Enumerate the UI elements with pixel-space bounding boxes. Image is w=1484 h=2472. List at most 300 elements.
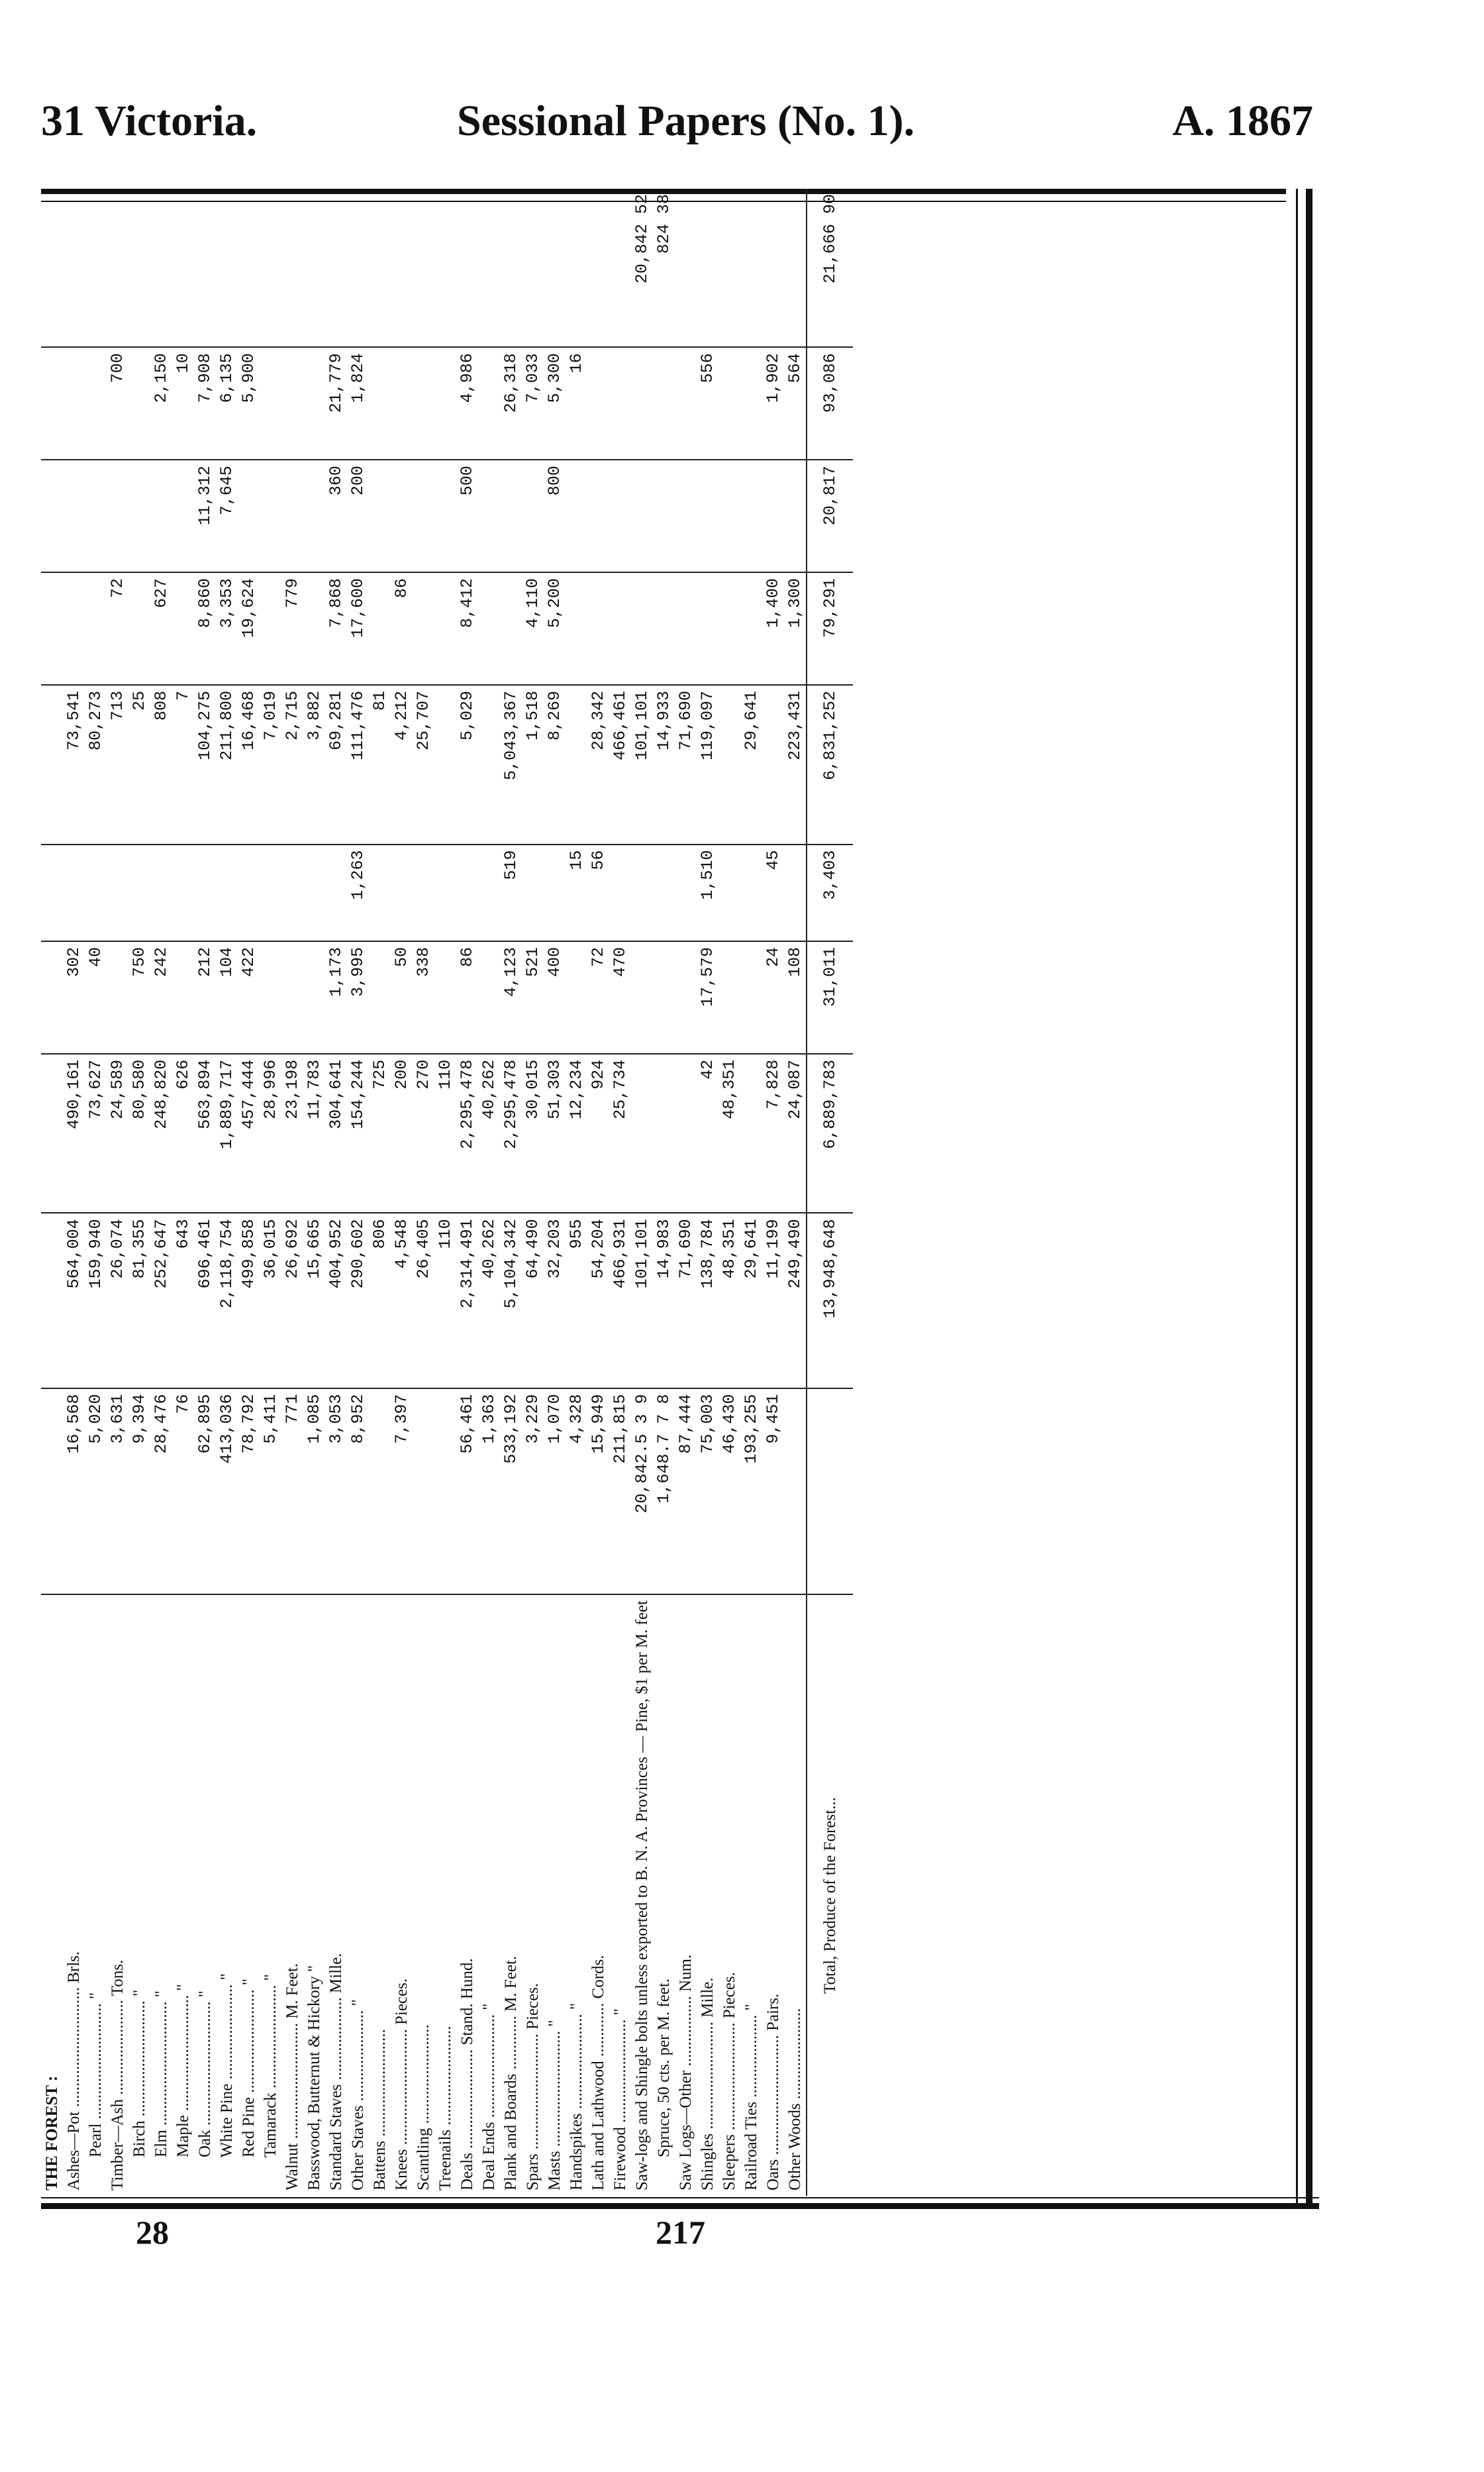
cell-col-9: 1,824 <box>347 347 369 460</box>
cell-col-10 <box>675 189 697 347</box>
cell-col-4: 1,173 <box>325 941 347 1054</box>
cell-col-7 <box>500 572 522 685</box>
cell-col-7: 779 <box>281 572 303 685</box>
cell-col-10 <box>150 189 172 347</box>
cell-col-2: 64,490 <box>522 1213 544 1388</box>
cell-col-8 <box>172 460 194 572</box>
cell-col-3: 40,262 <box>478 1054 500 1213</box>
cell-col-2: 14,983 <box>653 1213 675 1388</box>
cell-col-3: 270 <box>413 1054 434 1213</box>
cell-col-7: 86 <box>391 572 413 685</box>
cell-col-6: 104,275 <box>194 685 216 845</box>
table-row <box>675 189 697 2196</box>
row-label: Deals ........................ Stand. Hund. <box>458 1958 476 2190</box>
cell-col-7: 19,624 <box>238 572 260 685</box>
cell-col-1 <box>369 1388 391 1594</box>
cell-col-5 <box>107 845 128 941</box>
cell-col-6 <box>566 685 587 845</box>
cell-col-4: 338 <box>413 941 434 1054</box>
cell-col-6 <box>434 685 456 845</box>
cell-col-8: 800 <box>544 460 566 572</box>
cell-col-8 <box>281 460 303 572</box>
cell-col-4: 4,123 <box>500 941 522 1054</box>
cell-col-1: 15,949 <box>587 1388 609 1594</box>
header-year: A. 1867 <box>1172 97 1313 145</box>
table-row <box>238 189 260 2196</box>
cell-col-2: 110 <box>434 1213 456 1388</box>
cell-col-3: 23,198 <box>281 1054 303 1213</box>
cell-col-8 <box>609 460 631 572</box>
cell-col-5 <box>653 845 675 941</box>
cell-col-2: 26,405 <box>413 1213 434 1388</box>
cell-col-10 <box>500 189 522 347</box>
cell-col-2: 252,647 <box>150 1213 172 1388</box>
cell-col-1: 46,430 <box>718 1388 740 1594</box>
cell-col-8 <box>260 460 281 572</box>
cell-col-7: 8,412 <box>456 572 478 685</box>
cell-col-6: 119,097 <box>697 685 718 845</box>
cell-col-6: 3,882 <box>303 685 325 845</box>
cell-col-7: 4,110 <box>522 572 544 685</box>
table-row <box>478 189 500 2196</box>
bottom-rule-thin <box>41 2197 1319 2198</box>
cell-col-8 <box>522 460 544 572</box>
row-label: Plank and Boards ............. M. Feet. <box>502 1955 520 2190</box>
cell-col-2: 5,104,342 <box>500 1213 522 1388</box>
cell-col-6: 5,029 <box>456 685 478 845</box>
cell-col-8 <box>653 460 675 572</box>
table-row <box>500 189 522 2196</box>
table-row <box>413 189 434 2196</box>
cell-col-6: 223,431 <box>784 685 807 845</box>
cell-col-1: 75,003 <box>697 1388 718 1594</box>
cell-col-6: 8,269 <box>544 685 566 845</box>
cell-col-2: 4,548 <box>391 1213 413 1388</box>
cell-col-1: 8,952 <box>347 1388 369 1594</box>
row-label: Timber—Ash ....................... Tons. <box>109 1959 126 2190</box>
cell-col-1: 1,648.7 7 8 <box>653 1388 675 1594</box>
table-row <box>347 189 369 2196</box>
row-label: Battens .......................... <box>371 2029 389 2190</box>
rotated-table-area <box>41 189 1286 2196</box>
row-label: Maple ............................ " <box>174 1984 192 2190</box>
cell-col-10: 824 38 <box>653 189 675 347</box>
cell-col-2: 955 <box>566 1213 587 1388</box>
cell-col-7: 7,868 <box>325 572 347 685</box>
table-row <box>391 189 413 2196</box>
cell-col-7 <box>609 572 631 685</box>
cell-col-3: 563,894 <box>194 1054 216 1213</box>
cell-col-6: 7,019 <box>260 685 281 845</box>
row-label: Oars ............................. Pairs. <box>764 1993 782 2190</box>
cell-col-6: 2,715 <box>281 685 303 845</box>
cell-col-6: 111,476 <box>347 685 369 845</box>
cell-col-4: 17,579 <box>697 941 718 1054</box>
table-row <box>107 189 128 2196</box>
cell-col-3: 80,580 <box>128 1054 150 1213</box>
cell-col-5 <box>303 845 325 941</box>
row-label: Masts ............................ " <box>546 2020 564 2190</box>
cell-col-8 <box>631 460 653 572</box>
table-row <box>697 189 718 2196</box>
cell-col-9 <box>303 347 325 460</box>
cell-col-4: 422 <box>238 941 260 1054</box>
cell-col-6: 4,212 <box>391 685 413 845</box>
cell-col-3: 7,828 <box>762 1054 784 1213</box>
table-row <box>631 189 653 2196</box>
cell-col-9 <box>63 347 85 460</box>
cell-col-9: 93,086 <box>807 347 853 460</box>
cell-col-4 <box>653 941 675 1054</box>
cell-col-5 <box>238 845 260 941</box>
cell-col-6: 80,273 <box>85 685 107 845</box>
cell-col-6: 28,342 <box>587 685 609 845</box>
cell-col-7: 5,200 <box>544 572 566 685</box>
row-label: Saw-logs and Shingle bolts unless exported to B. N. A. Provinces — Pine, $1 per M. feet <box>633 1600 651 2190</box>
cell-col-1 <box>413 1388 434 1594</box>
cell-col-2: 564,004 <box>63 1213 85 1388</box>
row-label: Oak .............................. " <box>196 1990 214 2190</box>
cell-col-4 <box>718 941 740 1054</box>
cell-col-2: 466,931 <box>609 1213 631 1388</box>
cell-col-9 <box>391 347 413 460</box>
cell-col-10 <box>718 189 740 347</box>
cell-col-9 <box>260 347 281 460</box>
cell-col-7: 72 <box>107 572 128 685</box>
cell-col-5: 45 <box>762 845 784 941</box>
cell-col-10 <box>609 189 631 347</box>
cell-col-10 <box>587 189 609 347</box>
cell-col-4: 40 <box>85 941 107 1054</box>
cell-col-4: 31,011 <box>807 941 853 1054</box>
cell-col-4 <box>303 941 325 1054</box>
cell-col-3: 6,889,783 <box>807 1054 853 1213</box>
cell-col-7 <box>413 572 434 685</box>
cell-col-1: 3,229 <box>522 1388 544 1594</box>
cell-col-9: 21,779 <box>325 347 347 460</box>
cell-col-3 <box>675 1054 697 1213</box>
cell-col-2: 32,203 <box>544 1213 566 1388</box>
cell-col-3: 51,303 <box>544 1054 566 1213</box>
cell-col-3: 626 <box>172 1054 194 1213</box>
cell-col-10: 21,666 90 <box>807 189 853 347</box>
cell-col-8 <box>434 460 456 572</box>
cell-col-5 <box>740 845 762 941</box>
cell-col-9: 4,986 <box>456 347 478 460</box>
forest-table <box>41 189 853 2196</box>
row-label: Saw Logs—Other ................. Num. <box>677 1954 695 2190</box>
cell-col-9 <box>281 347 303 460</box>
cell-col-8 <box>413 460 434 572</box>
total-row <box>807 189 853 2196</box>
cell-col-7 <box>675 572 697 685</box>
cell-col-8: 200 <box>347 460 369 572</box>
cell-col-8 <box>697 460 718 572</box>
cell-col-1: 62,895 <box>194 1388 216 1594</box>
cell-col-4 <box>675 941 697 1054</box>
cell-col-9 <box>369 347 391 460</box>
cell-col-5 <box>63 845 85 941</box>
cell-col-1: 1,085 <box>303 1388 325 1594</box>
table-row <box>456 189 478 2196</box>
cell-col-3: 1,889,717 <box>216 1054 238 1213</box>
cell-col-3: 304,641 <box>325 1054 347 1213</box>
cell-col-1: 20,842.5 3 9 <box>631 1388 653 1594</box>
row-label: Handspikes ....................... " <box>568 2002 585 2190</box>
cell-col-7 <box>172 572 194 685</box>
cell-col-7 <box>740 572 762 685</box>
cell-col-1: 9,451 <box>762 1388 784 1594</box>
cell-col-2: 36,015 <box>260 1213 281 1388</box>
cell-col-2: 138,784 <box>697 1213 718 1388</box>
cell-col-1: 16,568 <box>63 1388 85 1594</box>
cell-col-2: 29,641 <box>740 1213 762 1388</box>
table-row <box>784 189 807 2196</box>
cell-col-2: 2,314,491 <box>456 1213 478 1388</box>
cell-col-1: 56,461 <box>456 1388 478 1594</box>
cell-col-1: 3,053 <box>325 1388 347 1594</box>
cell-col-6: 6,831,252 <box>807 685 853 845</box>
row-label: Birch ............................ " <box>130 1989 148 2190</box>
cell-col-9: 26,318 <box>500 347 522 460</box>
cell-col-8 <box>85 460 107 572</box>
table-row <box>653 189 675 2196</box>
cell-col-7: 1,300 <box>784 572 807 685</box>
cell-col-4: 400 <box>544 941 566 1054</box>
table-row <box>85 189 107 2196</box>
table-row <box>740 189 762 2196</box>
cell-col-7: 8,860 <box>194 572 216 685</box>
cell-col-4: 104 <box>216 941 238 1054</box>
cell-col-7 <box>653 572 675 685</box>
footer-page-number: 28 <box>136 2214 169 2251</box>
cell-col-9: 7,033 <box>522 347 544 460</box>
cell-col-8 <box>587 460 609 572</box>
row-label: Pearl ............................ " <box>87 1992 105 2190</box>
cell-col-7 <box>478 572 500 685</box>
row-label: Treenails ........................ <box>436 2026 454 2190</box>
cell-col-2: 81,355 <box>128 1213 150 1388</box>
cell-col-3: 11,783 <box>303 1054 325 1213</box>
cell-col-10 <box>63 189 85 347</box>
cell-col-9: 564 <box>784 347 807 460</box>
cell-col-2: 26,074 <box>107 1213 128 1388</box>
cell-col-10 <box>128 189 150 347</box>
cell-col-7: 79,291 <box>807 572 853 685</box>
cell-col-8 <box>784 460 807 572</box>
cell-col-6: 69,281 <box>325 685 347 845</box>
cell-col-10 <box>303 189 325 347</box>
row-label: Other Woods ...................... <box>786 2008 804 2190</box>
cell-col-3: 12,234 <box>566 1054 587 1213</box>
section-title: THE FOREST : <box>43 2075 61 2190</box>
cell-col-10 <box>566 189 587 347</box>
cell-col-10 <box>325 189 347 347</box>
cell-col-1: 76 <box>172 1388 194 1594</box>
cell-col-2: 71,690 <box>675 1213 697 1388</box>
row-label: Total, Produce of the Forest... <box>807 1594 853 2196</box>
cell-col-6: 29,641 <box>740 685 762 845</box>
row-label: Shingles .......................... Mille. <box>699 1977 717 2190</box>
cell-col-2: 11,199 <box>762 1213 784 1388</box>
cell-col-7: 1,400 <box>762 572 784 685</box>
cell-col-4 <box>369 941 391 1054</box>
cell-col-4 <box>478 941 500 1054</box>
cell-col-4 <box>260 941 281 1054</box>
cell-col-9: 7,908 <box>194 347 216 460</box>
cell-col-7 <box>63 572 85 685</box>
cell-col-9 <box>85 347 107 460</box>
cell-col-8 <box>762 460 784 572</box>
table-row <box>369 189 391 2196</box>
cell-col-9 <box>434 347 456 460</box>
cell-col-1: 3,631 <box>107 1388 128 1594</box>
cell-col-10 <box>194 189 216 347</box>
cell-col-2: 404,952 <box>325 1213 347 1388</box>
cell-col-4: 302 <box>63 941 85 1054</box>
row-label: Red Pine ......................... " <box>240 1979 258 2190</box>
cell-col-5 <box>675 845 697 941</box>
table-row <box>260 189 281 2196</box>
cell-col-5 <box>522 845 544 941</box>
cell-col-9 <box>609 347 631 460</box>
cell-col-10 <box>522 189 544 347</box>
cell-col-3 <box>653 1054 675 1213</box>
cell-col-3: 28,996 <box>260 1054 281 1213</box>
cell-col-1 <box>807 1388 853 1594</box>
cell-col-6 <box>718 685 740 845</box>
cell-col-3 <box>631 1054 653 1213</box>
cell-col-5 <box>391 845 413 941</box>
table-row <box>216 189 238 2196</box>
cell-col-5 <box>172 845 194 941</box>
row-label: Lath and Lathwood ............. Cords. <box>589 1955 607 2190</box>
cell-col-10 <box>281 189 303 347</box>
cell-col-2: 696,461 <box>194 1213 216 1388</box>
cell-col-8 <box>740 460 762 572</box>
header-session: 31 Victoria. <box>41 97 258 145</box>
cell-col-4: 470 <box>609 941 631 1054</box>
cell-col-4: 212 <box>194 941 216 1054</box>
cell-col-5: 15 <box>566 845 587 941</box>
cell-col-10 <box>216 189 238 347</box>
cell-col-9 <box>718 347 740 460</box>
cell-col-5 <box>544 845 566 941</box>
cell-col-2: 499,858 <box>238 1213 260 1388</box>
cell-col-5 <box>216 845 238 941</box>
header-title: Sessional Papers (No. 1). <box>457 97 915 145</box>
cell-col-9: 700 <box>107 347 128 460</box>
cell-col-10 <box>347 189 369 347</box>
cell-col-8 <box>63 460 85 572</box>
cell-col-5 <box>478 845 500 941</box>
cell-col-1: 4,328 <box>566 1388 587 1594</box>
cell-col-4: 24 <box>762 941 784 1054</box>
cell-col-9: 5,900 <box>238 347 260 460</box>
cell-col-2: 643 <box>172 1213 194 1388</box>
cell-col-1: 28,476 <box>150 1388 172 1594</box>
cell-col-3: 725 <box>369 1054 391 1213</box>
cell-col-3: 490,161 <box>63 1054 85 1213</box>
table-row <box>150 189 172 2196</box>
cell-col-4: 750 <box>128 941 150 1054</box>
cell-col-10 <box>784 189 807 347</box>
cell-col-6: 16,468 <box>238 685 260 845</box>
cell-col-6: 25 <box>128 685 150 845</box>
cell-col-5: 519 <box>500 845 522 941</box>
cell-col-5 <box>85 845 107 941</box>
forest-table-block <box>41 189 1286 2196</box>
cell-col-1: 9,394 <box>128 1388 150 1594</box>
cell-col-8: 7,645 <box>216 460 238 572</box>
cell-col-7 <box>85 572 107 685</box>
cell-col-8 <box>128 460 150 572</box>
cell-col-4: 86 <box>456 941 478 1054</box>
cell-col-1: 193,255 <box>740 1388 762 1594</box>
cell-col-4 <box>566 941 587 1054</box>
cell-col-6 <box>478 685 500 845</box>
cell-col-8: 20,817 <box>807 460 853 572</box>
cell-col-7: 627 <box>150 572 172 685</box>
cell-col-3: 73,627 <box>85 1054 107 1213</box>
bottom-rule <box>41 2203 1319 2209</box>
cell-col-5 <box>194 845 216 941</box>
cell-col-3: 48,351 <box>718 1054 740 1213</box>
cell-col-1: 78,792 <box>238 1388 260 1594</box>
cell-col-2: 290,602 <box>347 1213 369 1388</box>
cell-col-8 <box>566 460 587 572</box>
cell-col-10 <box>85 189 107 347</box>
cell-col-5 <box>281 845 303 941</box>
cell-col-9 <box>653 347 675 460</box>
cell-col-9: 16 <box>566 347 587 460</box>
cell-col-5: 1,510 <box>697 845 718 941</box>
row-label: Elm .............................. " <box>152 1990 170 2190</box>
cell-col-3: 154,244 <box>347 1054 369 1213</box>
table-row <box>281 189 303 2196</box>
cell-col-8 <box>478 460 500 572</box>
cell-col-5: 3,403 <box>807 845 853 941</box>
cell-col-8 <box>718 460 740 572</box>
cell-col-7 <box>631 572 653 685</box>
cell-col-6: 808 <box>150 685 172 845</box>
cell-col-8 <box>369 460 391 572</box>
cell-col-4: 72 <box>587 941 609 1054</box>
cell-col-3: 30,015 <box>522 1054 544 1213</box>
row-label: Other Staves ...................... " <box>349 1999 367 2190</box>
cell-col-2: 13,948,648 <box>807 1213 853 1388</box>
cell-col-8: 11,312 <box>194 460 216 572</box>
row-label: Tamarack ......................... " <box>262 1974 279 2190</box>
cell-col-2: 2,118,754 <box>216 1213 238 1388</box>
right-rule <box>1306 189 1312 2209</box>
cell-col-9 <box>587 347 609 460</box>
forest-table-body <box>41 189 853 2196</box>
cell-col-10 <box>238 189 260 347</box>
cell-col-2: 806 <box>369 1213 391 1388</box>
cell-col-7: 17,600 <box>347 572 369 685</box>
cell-col-1: 7,397 <box>391 1388 413 1594</box>
cell-col-2: 26,692 <box>281 1213 303 1388</box>
cell-col-7 <box>697 572 718 685</box>
cell-col-2: 15,665 <box>303 1213 325 1388</box>
cell-col-6: 81 <box>369 685 391 845</box>
row-label: Walnut ............................ M. Feet. <box>283 1963 301 2190</box>
cell-col-8: 360 <box>325 460 347 572</box>
row-label: Knees ............................ Pieces. <box>393 1978 411 2190</box>
cell-col-8 <box>107 460 128 572</box>
cell-col-10 <box>260 189 281 347</box>
